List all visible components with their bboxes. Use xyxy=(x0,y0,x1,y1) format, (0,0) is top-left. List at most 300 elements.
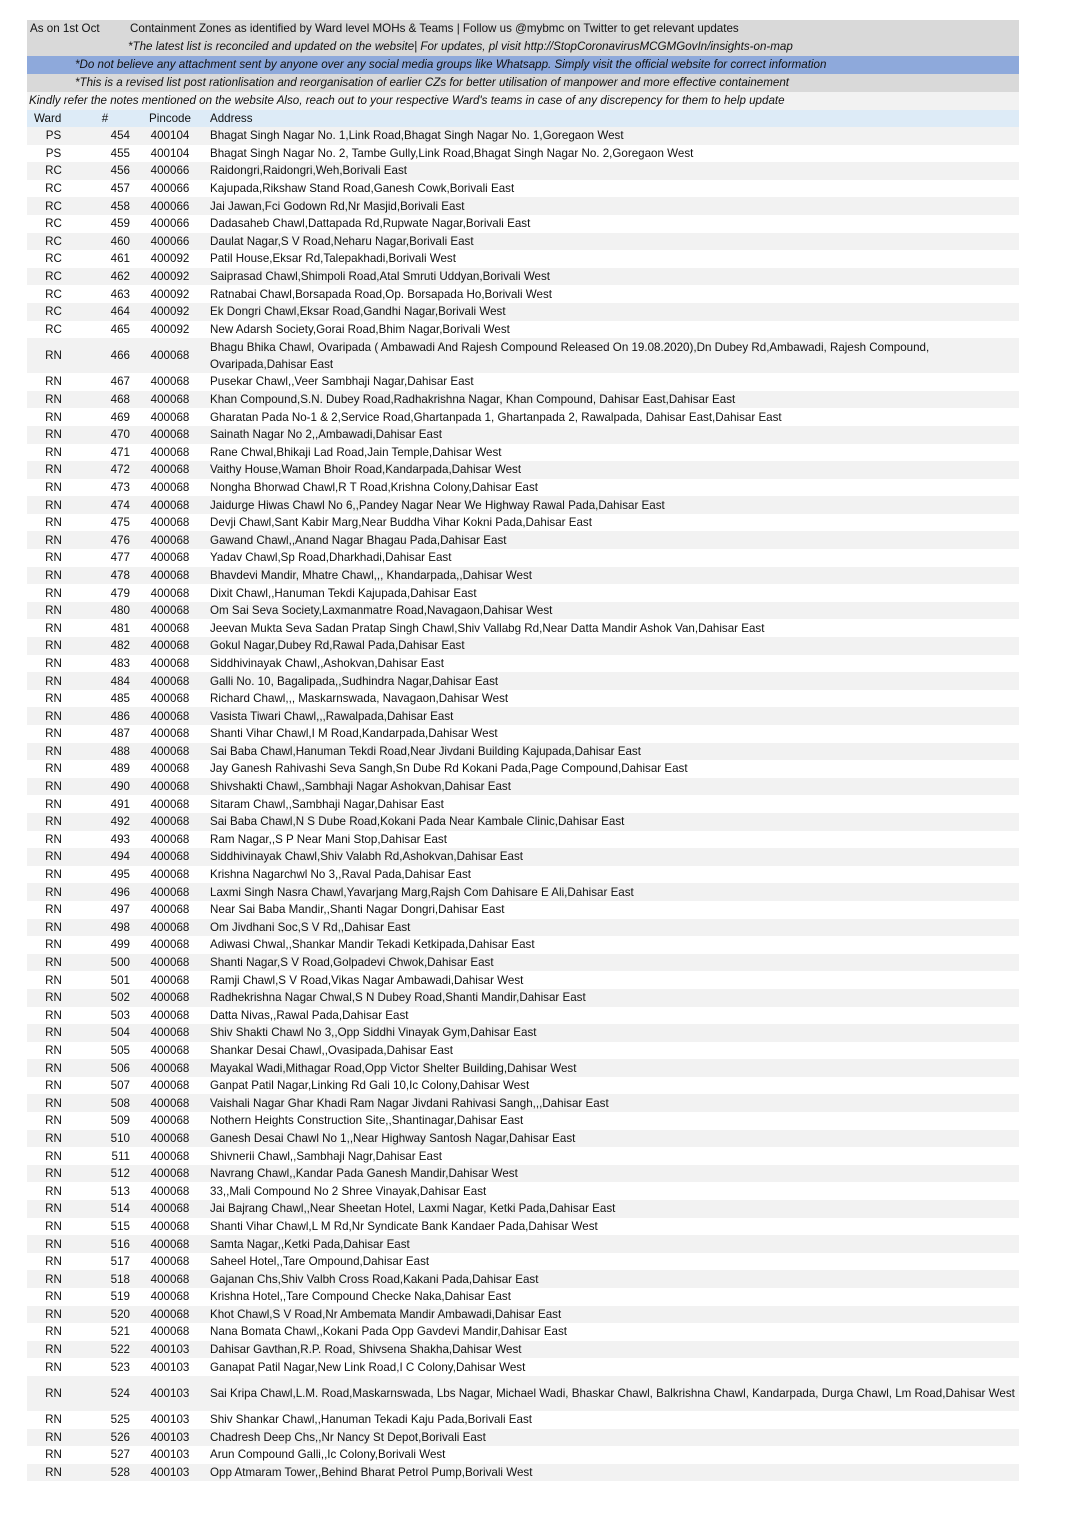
ward-cell: RN xyxy=(27,1341,80,1359)
ward-cell: RC xyxy=(27,180,80,198)
pincode-cell: 400068 xyxy=(132,883,208,901)
pincode-cell: 400104 xyxy=(132,127,208,145)
number-cell: 477 xyxy=(80,549,132,567)
address-cell: Bhagat Singh Nagar No. 2, Tambe Gully,Link Road,Bhagat Singh Nagar No. 2,Goregaon West xyxy=(208,145,1019,163)
ward-cell: RN xyxy=(27,1253,80,1271)
table-row xyxy=(27,1218,1019,1236)
table-row xyxy=(27,285,1019,303)
ward-cell: RN xyxy=(27,549,80,567)
ward-cell: RN xyxy=(27,1235,80,1253)
number-cell: 460 xyxy=(80,233,132,251)
pincode-cell: 400068 xyxy=(132,1007,208,1025)
address-cell: New Adarsh Society,Gorai Road,Bhim Nagar,Borivali West xyxy=(208,321,1019,339)
number-cell: 455 xyxy=(80,145,132,163)
table-row xyxy=(27,1270,1019,1288)
address-cell: Ratnabai Chawl,Borsapada Road,Op. Borsapada Ho,Borivali West xyxy=(208,285,1019,303)
address-cell: Yadav Chawl,Sp Road,Dharkhadi,Dahisar East xyxy=(208,549,1019,567)
number-cell: 522 xyxy=(80,1341,132,1359)
number-cell: 465 xyxy=(80,321,132,339)
table-row xyxy=(27,180,1019,198)
ward-cell: RN xyxy=(27,813,80,831)
number-cell: 503 xyxy=(80,1007,132,1025)
containment-zone-table xyxy=(27,110,1019,1481)
number-cell: 517 xyxy=(80,1253,132,1271)
ward-cell: RN xyxy=(27,725,80,743)
address-cell: Jai Jawan,Fci Godown Rd,Nr Masjid,Borivali East xyxy=(208,197,1019,215)
number-cell: 457 xyxy=(80,180,132,198)
number-cell: 528 xyxy=(80,1464,132,1482)
ward-cell: RN xyxy=(27,496,80,514)
number-cell: 482 xyxy=(80,637,132,655)
table-row xyxy=(27,778,1019,796)
pincode-cell: 400068 xyxy=(132,725,208,743)
number-cell: 507 xyxy=(80,1077,132,1095)
ward-cell: RN xyxy=(27,1464,80,1482)
ward-cell: RN xyxy=(27,1376,80,1411)
ward-cell: RN xyxy=(27,479,80,497)
address-cell: Navrang Chawl,,Kandar Pada Ganesh Mandir,Dahisar West xyxy=(208,1165,1019,1183)
number-cell: 520 xyxy=(80,1306,132,1324)
pincode-cell: 400066 xyxy=(132,197,208,215)
table-row xyxy=(27,602,1019,620)
table-row xyxy=(27,936,1019,954)
table-row xyxy=(27,989,1019,1007)
table-row xyxy=(27,690,1019,708)
address-cell: Datta Nivas,,Rawal Pada,Dahisar East xyxy=(208,1007,1019,1025)
address-cell: Khot Chawl,S V Road,Nr Ambemata Mandir Ambawadi,Dahisar East xyxy=(208,1306,1019,1324)
number-cell: 479 xyxy=(80,584,132,602)
number-cell: 523 xyxy=(80,1358,132,1376)
number-cell: 514 xyxy=(80,1200,132,1218)
pincode-cell: 400068 xyxy=(132,954,208,972)
table-row xyxy=(27,567,1019,585)
table-row xyxy=(27,1182,1019,1200)
number-cell: 513 xyxy=(80,1182,132,1200)
ward-cell: RN xyxy=(27,1218,80,1236)
pincode-cell: 400103 xyxy=(132,1358,208,1376)
website-note: *The latest list is reconciled and updated on the website| For updates, pl visit http://StopCoronavirusMCGMGovIn/insights-on-map xyxy=(27,38,1019,56)
pincode-cell: 400068 xyxy=(132,1306,208,1324)
pincode-cell: 400068 xyxy=(132,391,208,409)
table-row xyxy=(27,444,1019,462)
address-cell: Jaidurge Hiwas Chawl No 6,,Pandey Nagar Near We Highway Rawal Pada,Dahisar East xyxy=(208,496,1019,514)
address-cell: Om Jivdhani Soc,S V Rd,,Dahisar East xyxy=(208,919,1019,937)
table-row xyxy=(27,1376,1019,1411)
ward-cell: RC xyxy=(27,250,80,268)
ward-cell: RN xyxy=(27,795,80,813)
table-row xyxy=(27,549,1019,567)
pincode-cell: 400068 xyxy=(132,866,208,884)
table-row xyxy=(27,1446,1019,1464)
revision-note: *This is a revised list post rationlisation and reorganisation of earlier CZs for better utilisation of manpower and more effective containement xyxy=(27,74,1019,92)
table-row xyxy=(27,1323,1019,1341)
ward-cell: RN xyxy=(27,426,80,444)
address-cell: Ram Nagar,,S P Near Mani Stop,Dahisar East xyxy=(208,831,1019,849)
pincode-cell: 400068 xyxy=(132,971,208,989)
ward-cell: RN xyxy=(27,989,80,1007)
number-cell: 481 xyxy=(80,619,132,637)
pincode-cell: 400068 xyxy=(132,514,208,532)
ward-cell: RC xyxy=(27,215,80,233)
number-cell: 519 xyxy=(80,1288,132,1306)
ward-cell: RN xyxy=(27,373,80,391)
address-cell: Sai Baba Chawl,Hanuman Tekdi Road,Near Jivdani Building Kajupada,Dahisar East xyxy=(208,743,1019,761)
pincode-cell: 400103 xyxy=(132,1464,208,1482)
pincode-cell: 400068 xyxy=(132,813,208,831)
ward-cell: RN xyxy=(27,1182,80,1200)
ward-cell: RN xyxy=(27,338,80,373)
ward-cell: RN xyxy=(27,1007,80,1025)
pincode-cell: 400092 xyxy=(132,321,208,339)
ward-cell: RN xyxy=(27,531,80,549)
table-row xyxy=(27,461,1019,479)
pincode-cell: 400068 xyxy=(132,1112,208,1130)
address-cell: Ramji Chawl,S V Road,Vikas Nagar Ambawadi,Dahisar West xyxy=(208,971,1019,989)
ward-cell: RN xyxy=(27,831,80,849)
pincode-cell: 400068 xyxy=(132,426,208,444)
number-cell: 484 xyxy=(80,672,132,690)
ward-cell: RN xyxy=(27,866,80,884)
ward-cell: RN xyxy=(27,1130,80,1148)
pincode-cell: 400068 xyxy=(132,778,208,796)
table-row xyxy=(27,145,1019,163)
table-row xyxy=(27,1059,1019,1077)
table-row xyxy=(27,1464,1019,1482)
ward-cell: PS xyxy=(27,127,80,145)
table-row xyxy=(27,1024,1019,1042)
number-cell: 524 xyxy=(80,1376,132,1411)
address-cell: Gharatan Pada No-1 & 2,Service Road,Ghartanpada 1, Ghartanpada 2, Rawalpada, Dahisar East,Dahisar East xyxy=(208,408,1019,426)
ward-cell: RN xyxy=(27,919,80,937)
table-row xyxy=(27,919,1019,937)
table-row xyxy=(27,637,1019,655)
number-cell: 454 xyxy=(80,127,132,145)
table-row xyxy=(27,479,1019,497)
number-cell: 496 xyxy=(80,883,132,901)
ward-cell: RN xyxy=(27,936,80,954)
ward-cell: RN xyxy=(27,1323,80,1341)
pincode-cell: 400068 xyxy=(132,461,208,479)
ward-cell: RC xyxy=(27,233,80,251)
ward-cell: RN xyxy=(27,444,80,462)
number-cell: 516 xyxy=(80,1235,132,1253)
table-row xyxy=(27,1007,1019,1025)
number-cell: 526 xyxy=(80,1429,132,1447)
pincode-cell: 400068 xyxy=(132,901,208,919)
ward-cell: RN xyxy=(27,1077,80,1095)
ward-cell: RN xyxy=(27,1200,80,1218)
address-cell: Dadasaheb Chawl,Dattapada Rd,Rupwate Nagar,Borivali East xyxy=(208,215,1019,233)
table-row xyxy=(27,584,1019,602)
ward-cell: RN xyxy=(27,1411,80,1429)
address-cell: Nongha Bhorwad Chawl,R T Road,Krishna Colony,Dahisar East xyxy=(208,479,1019,497)
ward-cell: RN xyxy=(27,391,80,409)
number-cell: 471 xyxy=(80,444,132,462)
pincode-cell: 400068 xyxy=(132,619,208,637)
pincode-cell: 400068 xyxy=(132,743,208,761)
table-row xyxy=(27,883,1019,901)
pincode-cell: 400092 xyxy=(132,285,208,303)
ward-cell: RN xyxy=(27,1446,80,1464)
ward-cell: RN xyxy=(27,778,80,796)
address-cell: Gawand Chawl,,Anand Nagar Bhagau Pada,Dahisar East xyxy=(208,531,1019,549)
pincode-cell: 400068 xyxy=(132,1042,208,1060)
ward-cell: RN xyxy=(27,1112,80,1130)
table-row xyxy=(27,707,1019,725)
number-cell: 502 xyxy=(80,989,132,1007)
ward-cell: RN xyxy=(27,971,80,989)
pincode-cell: 400092 xyxy=(132,268,208,286)
table-row xyxy=(27,1200,1019,1218)
table-header-row xyxy=(27,110,1019,127)
containment-zone-sheet xyxy=(27,20,1019,1481)
number-cell: 459 xyxy=(80,215,132,233)
ward-cell: RN xyxy=(27,514,80,532)
number-cell: 501 xyxy=(80,971,132,989)
table-row xyxy=(27,127,1019,145)
pincode-cell: 400066 xyxy=(132,180,208,198)
number-cell: 474 xyxy=(80,496,132,514)
address-cell: Ganesh Desai Chawl No 1,,Near Highway Santosh Nagar,Dahisar East xyxy=(208,1130,1019,1148)
number-cell: 491 xyxy=(80,795,132,813)
number-cell: 495 xyxy=(80,866,132,884)
pincode-cell: 400103 xyxy=(132,1446,208,1464)
number-cell: 499 xyxy=(80,936,132,954)
address-cell: Daulat Nagar,S V Road,Neharu Nagar,Borivali East xyxy=(208,233,1019,251)
address-cell: Rane Chwal,Bhikaji Lad Road,Jain Temple,Dahisar West xyxy=(208,444,1019,462)
number-cell: 483 xyxy=(80,655,132,673)
pincode-cell: 400103 xyxy=(132,1411,208,1429)
ward-contact-note: Kindly refer the notes mentioned on the website Also, reach out to your respective Ward's teams in case of any discrepency for them to help update xyxy=(27,92,1019,110)
number-cell: 493 xyxy=(80,831,132,849)
pincode-cell: 400068 xyxy=(132,760,208,778)
pincode-cell: 400068 xyxy=(132,1059,208,1077)
number-cell: 510 xyxy=(80,1130,132,1148)
ward-cell: RN xyxy=(27,1042,80,1060)
address-cell: Kajupada,Rikshaw Stand Road,Ganesh Cowk,Borivali East xyxy=(208,180,1019,198)
address-cell: Laxmi Singh Nasra Chawl,Yavarjang Marg,Rajsh Com Dahisare E Ali,Dahisar East xyxy=(208,883,1019,901)
pincode-cell: 400103 xyxy=(132,1341,208,1359)
table-row xyxy=(27,901,1019,919)
column-header-ward: Ward xyxy=(27,110,80,127)
pincode-cell: 400068 xyxy=(132,919,208,937)
address-cell: Adiwasi Chwal,,Shankar Mandir Tekadi Ketkipada,Dahisar East xyxy=(208,936,1019,954)
address-cell: Mayakal Wadi,Mithagar Road,Opp Victor Shelter Building,Dahisar West xyxy=(208,1059,1019,1077)
table-row xyxy=(27,1288,1019,1306)
column-header-number: # xyxy=(80,110,132,127)
address-cell: Samta Nagar,,Ketki Pada,Dahisar East xyxy=(208,1235,1019,1253)
pincode-cell: 400068 xyxy=(132,584,208,602)
number-cell: 521 xyxy=(80,1323,132,1341)
number-cell: 462 xyxy=(80,268,132,286)
pincode-cell: 400068 xyxy=(132,1323,208,1341)
address-cell: Saheel Hotel,,Tare Ompound,Dahisar East xyxy=(208,1253,1019,1271)
ward-cell: RC xyxy=(27,162,80,180)
pincode-cell: 400068 xyxy=(132,602,208,620)
ward-cell: RN xyxy=(27,602,80,620)
number-cell: 466 xyxy=(80,338,132,373)
pincode-cell: 400068 xyxy=(132,1253,208,1271)
address-cell: Bhagu Bhika Chawl, Ovaripada ( Ambawadi And Rajesh Compound Released On 19.08.2020),Dn Dubey Rd,Ambawadi, Rajesh Compound, Ovaripada,Dahisar East xyxy=(208,338,1019,373)
address-cell: Jeevan Mukta Seva Sadan Pratap Singh Chawl,Shiv Vallabg Rd,Near Datta Mandir Ashok Van,Dahisar East xyxy=(208,619,1019,637)
ward-cell: RN xyxy=(27,461,80,479)
address-cell: Shanti Vihar Chawl,L M Rd,Nr Syndicate Bank Kandaer Pada,Dahisar West xyxy=(208,1218,1019,1236)
pincode-cell: 400092 xyxy=(132,250,208,268)
address-cell: Krishna Hotel,,Tare Compound Checke Naka,Dahisar East xyxy=(208,1288,1019,1306)
table-row xyxy=(27,1358,1019,1376)
pincode-cell: 400068 xyxy=(132,936,208,954)
as-on-date: As on 1st Oct xyxy=(30,22,100,35)
address-cell: Shiv Shankar Chawl,,Hanuman Tekadi Kaju Pada,Borivali East xyxy=(208,1411,1019,1429)
pincode-cell: 400066 xyxy=(132,215,208,233)
number-cell: 476 xyxy=(80,531,132,549)
number-cell: 525 xyxy=(80,1411,132,1429)
pincode-cell: 400092 xyxy=(132,303,208,321)
ward-cell: RN xyxy=(27,690,80,708)
table-row xyxy=(27,1130,1019,1148)
table-row xyxy=(27,1094,1019,1112)
table-row xyxy=(27,321,1019,339)
number-cell: 498 xyxy=(80,919,132,937)
pincode-cell: 400068 xyxy=(132,1270,208,1288)
table-row xyxy=(27,408,1019,426)
address-cell: Ek Dongri Chawl,Eksar Road,Gandhi Nagar,Borivali West xyxy=(208,303,1019,321)
pincode-cell: 400068 xyxy=(132,1077,208,1095)
address-cell: Near Sai Baba Mandir,,Shanti Nagar Dongri,Dahisar East xyxy=(208,901,1019,919)
number-cell: 500 xyxy=(80,954,132,972)
number-cell: 480 xyxy=(80,602,132,620)
table-row xyxy=(27,162,1019,180)
table-row xyxy=(27,1429,1019,1447)
table-row xyxy=(27,1235,1019,1253)
address-cell: Arun Compound Galli,,Ic Colony,Borivali West xyxy=(208,1446,1019,1464)
number-cell: 518 xyxy=(80,1270,132,1288)
number-cell: 461 xyxy=(80,250,132,268)
table-row xyxy=(27,1306,1019,1324)
number-cell: 489 xyxy=(80,760,132,778)
column-header-pincode: Pincode xyxy=(132,110,208,127)
address-cell: Jay Ganesh Rahivashi Seva Sangh,Sn Dube Rd Kokani Pada,Page Compound,Dahisar East xyxy=(208,760,1019,778)
number-cell: 488 xyxy=(80,743,132,761)
number-cell: 512 xyxy=(80,1165,132,1183)
ward-cell: RC xyxy=(27,285,80,303)
table-row xyxy=(27,1112,1019,1130)
ward-cell: PS xyxy=(27,145,80,163)
address-cell: Shankar Desai Chawl,,Ovasipada,Dahisar East xyxy=(208,1042,1019,1060)
table-row xyxy=(27,1165,1019,1183)
address-cell: Sitaram Chawl,,Sambhaji Nagar,Dahisar East xyxy=(208,795,1019,813)
ward-cell: RN xyxy=(27,1306,80,1324)
table-row xyxy=(27,215,1019,233)
table-row xyxy=(27,1341,1019,1359)
pincode-cell: 400068 xyxy=(132,444,208,462)
pincode-cell: 400068 xyxy=(132,549,208,567)
address-cell: Chadresh Deep Chs,,Nr Nancy St Depot,Borivali East xyxy=(208,1429,1019,1447)
number-cell: 511 xyxy=(80,1147,132,1165)
number-cell: 468 xyxy=(80,391,132,409)
number-cell: 487 xyxy=(80,725,132,743)
pincode-cell: 400066 xyxy=(132,233,208,251)
pincode-cell: 400068 xyxy=(132,1094,208,1112)
table-row xyxy=(27,672,1019,690)
address-cell: Sai Kripa Chawl,L.M. Road,Maskarnswada, Lbs Nagar, Michael Wadi, Bhaskar Chawl, Balkrishna Chawl, Kandarpada, Durga Chawl, Lm Road,Dahisar West xyxy=(208,1376,1019,1411)
pincode-cell: 400068 xyxy=(132,1218,208,1236)
number-cell: 478 xyxy=(80,567,132,585)
number-cell: 490 xyxy=(80,778,132,796)
pincode-cell: 400068 xyxy=(132,567,208,585)
address-cell: Bhagat Singh Nagar No. 1,Link Road,Bhagat Singh Nagar No. 1,Goregaon West xyxy=(208,127,1019,145)
ward-cell: RC xyxy=(27,321,80,339)
address-cell: Dahisar Gavthan,R.P. Road, Shivsena Shakha,Dahisar West xyxy=(208,1341,1019,1359)
pincode-cell: 400068 xyxy=(132,531,208,549)
table-row xyxy=(27,725,1019,743)
pincode-cell: 400068 xyxy=(132,479,208,497)
table-row xyxy=(27,531,1019,549)
ward-cell: RC xyxy=(27,197,80,215)
ward-cell: RN xyxy=(27,954,80,972)
table-row xyxy=(27,1253,1019,1271)
pincode-cell: 400066 xyxy=(132,162,208,180)
ward-cell: RN xyxy=(27,1147,80,1165)
ward-cell: RN xyxy=(27,619,80,637)
ward-cell: RN xyxy=(27,1059,80,1077)
number-cell: 494 xyxy=(80,848,132,866)
pincode-cell: 400068 xyxy=(132,1235,208,1253)
address-cell: Richard Chawl,,, Maskarnswada, Navagaon,Dahisar West xyxy=(208,690,1019,708)
ward-cell: RN xyxy=(27,567,80,585)
number-cell: 506 xyxy=(80,1059,132,1077)
table-row xyxy=(27,1042,1019,1060)
number-cell: 469 xyxy=(80,408,132,426)
number-cell: 497 xyxy=(80,901,132,919)
pincode-cell: 400103 xyxy=(132,1376,208,1411)
address-cell: Shiv Shakti Chawl No 3,,Opp Siddhi Vinayak Gym,Dahisar East xyxy=(208,1024,1019,1042)
address-cell: Gokul Nagar,Dubey Rd,Rawal Pada,Dahisar East xyxy=(208,637,1019,655)
pincode-cell: 400068 xyxy=(132,1147,208,1165)
pincode-cell: 400068 xyxy=(132,1200,208,1218)
number-cell: 486 xyxy=(80,707,132,725)
number-cell: 475 xyxy=(80,514,132,532)
ward-cell: RN xyxy=(27,637,80,655)
table-row xyxy=(27,233,1019,251)
table-row xyxy=(27,197,1019,215)
table-row xyxy=(27,250,1019,268)
address-cell: Galli No. 10, Bagalipada,,Sudhindra Nagar,Dahisar East xyxy=(208,672,1019,690)
number-cell: 463 xyxy=(80,285,132,303)
address-cell: Om Sai Seva Society,Laxmanmatre Road,Navagaon,Dahisar West xyxy=(208,602,1019,620)
table-row xyxy=(27,514,1019,532)
ward-cell: RN xyxy=(27,1358,80,1376)
ward-cell: RN xyxy=(27,1024,80,1042)
pincode-cell: 400103 xyxy=(132,1429,208,1447)
address-cell: Radhekrishna Nagar Chwal,S N Dubey Road,Shanti Mandir,Dahisar East xyxy=(208,989,1019,1007)
pincode-cell: 400068 xyxy=(132,707,208,725)
number-cell: 508 xyxy=(80,1094,132,1112)
table-row xyxy=(27,831,1019,849)
pincode-cell: 400068 xyxy=(132,408,208,426)
ward-cell: RN xyxy=(27,760,80,778)
pincode-cell: 400068 xyxy=(132,989,208,1007)
table-row xyxy=(27,655,1019,673)
number-cell: 509 xyxy=(80,1112,132,1130)
address-cell: Nana Bomata Chawl,,Kokani Pada Opp Gavdevi Mandir,Dahisar East xyxy=(208,1323,1019,1341)
table-row xyxy=(27,373,1019,391)
pincode-cell: 400068 xyxy=(132,848,208,866)
table-body xyxy=(27,127,1019,1481)
address-cell: Jai Bajrang Chawl,,Near Sheetan Hotel, Laxmi Nagar, Ketki Pada,Dahisar East xyxy=(208,1200,1019,1218)
ward-cell: RC xyxy=(27,268,80,286)
table-row xyxy=(27,848,1019,866)
